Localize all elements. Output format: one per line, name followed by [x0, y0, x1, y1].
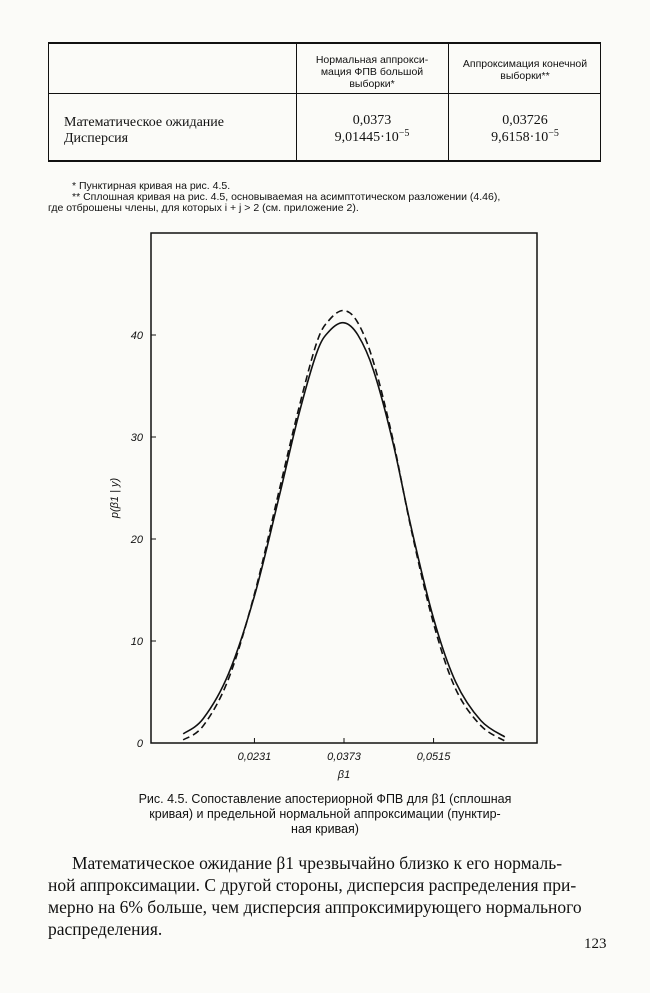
- y-tick-label: 20: [130, 534, 143, 546]
- body-line-1: Математическое ожидание β1 чрезвычайно близко к его нормаль-: [72, 853, 563, 873]
- caption-line-3: ная кривая): [291, 822, 359, 836]
- plot-frame: [151, 233, 537, 743]
- footnote-1: * Пунктирная кривая на рис. 4.5.: [72, 180, 231, 192]
- body-paragraph: [48, 852, 608, 940]
- caption-line-1: Рис. 4.5. Сопоставление апостериорной ФПВ для β1 (сплошная: [138, 792, 512, 806]
- footnote-2-line-1: ** Сплошная кривая на рис. 4.5, основываемая на асимптотическом разложении (4.46),: [72, 191, 501, 203]
- y-tick-label: 0: [136, 738, 143, 750]
- page-number: 123: [584, 936, 607, 952]
- body-line-2: ной аппроксимации. С другой стороны, дисперсия распределения при-: [48, 875, 577, 895]
- body-line-4: распределения.: [48, 919, 163, 939]
- x-tick-label: 0,0373: [327, 751, 361, 763]
- y-axis-label: p(β1 | y): [109, 477, 121, 519]
- y-tick-label: 40: [130, 330, 143, 342]
- table-header-normal: Нормальная аппрокси- мация ФПВ большой выборки*: [315, 54, 429, 90]
- variance-finite-mantissa: 9,6158·10: [491, 130, 549, 145]
- x-tick-label: 0,0231: [237, 751, 272, 763]
- x-axis-label: β1: [337, 769, 351, 781]
- caption-line-2: кривая) и предельной нормальной аппроксимации (пунктир-: [149, 807, 501, 821]
- variance-normal-mantissa: 9,01445·10: [334, 130, 399, 145]
- figure-caption: [100, 792, 550, 837]
- y-tick-label: 30: [130, 432, 143, 444]
- row-label-mean: Математическое ожидание: [64, 115, 225, 130]
- variance-normal-exponent: −5: [398, 128, 410, 139]
- variance-finite-exponent: −5: [548, 128, 559, 139]
- normal-approximation-curve-dashed: [183, 310, 505, 741]
- row-label-variance: Дисперсия: [64, 131, 129, 146]
- cell-mean-normal: 0,0373: [352, 113, 392, 128]
- finite-sample-curve-solid: [183, 323, 505, 737]
- body-line-3: мерно на 6% больше, чем дисперсия аппроксимирующего нормального: [48, 897, 582, 917]
- x-tick-label: 0,0515: [416, 751, 451, 763]
- y-tick-label: 10: [130, 636, 143, 648]
- cell-mean-finite: 0,03726: [502, 113, 548, 128]
- table-header-finite: Аппроксимация конечной выборки**: [462, 58, 588, 82]
- footnote-2-line-2: где отброшены члены, для которых i + j > 2 (см. приложение 2).: [48, 202, 359, 214]
